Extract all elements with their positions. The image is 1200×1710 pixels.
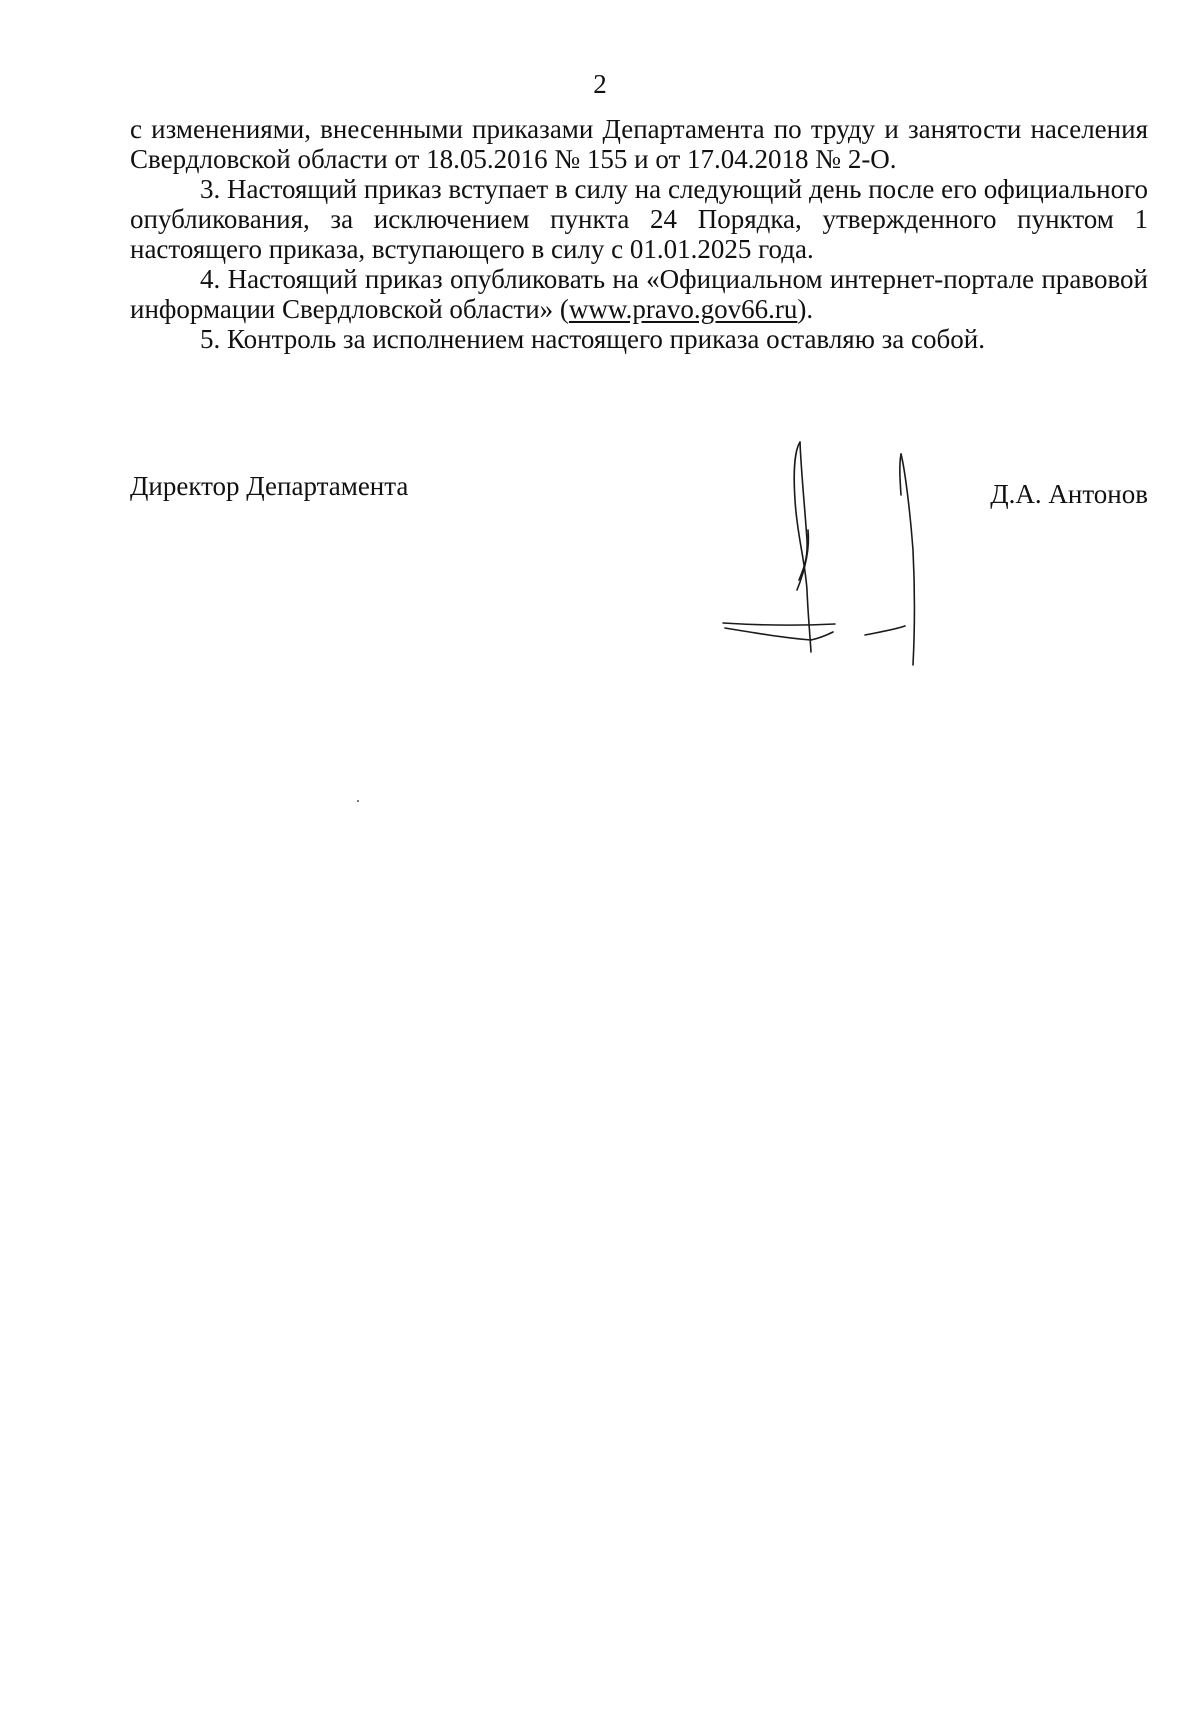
handwritten-signature	[715, 440, 945, 670]
paragraph-continuation: с изменениями, внесенными приказами Департамента по труду и занятости населения Свердловской области от 18.05.2016 № 155 и от 17.04.2018 № 2-О.	[130, 114, 1148, 174]
page-number: 2	[593, 69, 607, 99]
paragraph-item-4-prefix: 4. Настоящий приказ опубликовать на «Официальном интернет-портале правовой информации Свердловской области» (	[130, 264, 1148, 324]
signer-name: Д.А. Антонов	[990, 479, 1148, 509]
document-body	[130, 114, 1148, 354]
paragraph-item-5: 5. Контроль за исполнением настоящего приказа оставляю за собой.	[200, 324, 985, 354]
signature-block	[130, 470, 1148, 670]
paragraph-item-4-suffix: ).	[797, 294, 814, 324]
paragraph-item-4	[130, 264, 1148, 324]
portal-link[interactable]: www.pravo.gov66.ru	[568, 294, 798, 324]
signer-position: Директор Департамента	[130, 471, 409, 501]
scan-speck	[357, 800, 359, 802]
paragraph-item-3: 3. Настоящий приказ вступает в силу на следующий день после его официального опубликования, за исключением пункта 24 Порядка, утвержденного пунктом 1 настоящего приказа, вступающего в силу с 01.01.2025 года.	[130, 174, 1148, 264]
